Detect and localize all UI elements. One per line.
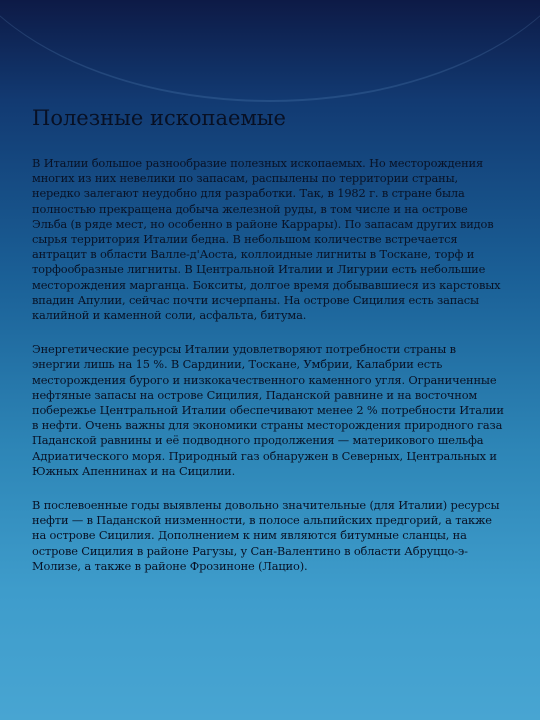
slide-title: Полезные ископаемые	[32, 106, 286, 130]
slide-content	[32, 104, 506, 704]
paragraph-mineral-resources: В Италии большое разнообразие полезных ископаемых. Но месторождения многих из них невелики по запасам, распылены по территории страны, нередко залегают неудобно для разработки. Так, в 1982 г. в стране была полностью прекращена добыча железной руды, в том числе и на острове Эльба (в ряде мест, но особенно в районе Каррары). По запасам других видов сырья территория Италии бедна. В небольшом количестве встречается антрацит в области Валле-д'Аоста, коллоидные лигниты в Тоскане, торф и торфообразные лигниты. В Центральной Италии и Лигурии есть небольшие месторождения марганца. Бокситы, долгое время добывавшиеся из карстовых впадин Апулии, сейчас почти исчерпаны. На острове Сицилия есть запасы калийной и каменной соли, асфальта, битума.	[32, 156, 501, 323]
background-arc	[0, 0, 540, 102]
paragraph-energy-resources: Энергетические ресурсы Италии удовлетворяют потребности страны в энергии лишь на 15 %. В Сардинии, Тоскане, Умбрии, Калабрии есть месторождения бурого и низкокачественного каменного угля. Ограниченные нефтяные запасы на острове Сицилия, Паданской равнине и на восточном побережье Центральной Италии обеспечивают менее 2 % потребности Италии в нефти. Очень важны для экономики страны месторождения природного газа Паданской равнины и её подводного продолжения — материкового шельфа Адриатического моря. Природный газ обнаружен в Северных, Центральных и Южных Апеннинах и на Сицилии.	[32, 342, 504, 478]
paragraph-postwar-oil: В послевоенные годы выявлены довольно значительные (для Италии) ресурсы нефти — в Паданской низменности, в полосе альпийских предгорий, а также на острове Сицилия. Дополнением к ним являются битумные сланцы, на острове Сицилия в районе Рагузы, у Сан-Валентино в области Абруццо-э-Молизе, а также в районе Фрозиноне (Лацио).	[32, 498, 500, 573]
